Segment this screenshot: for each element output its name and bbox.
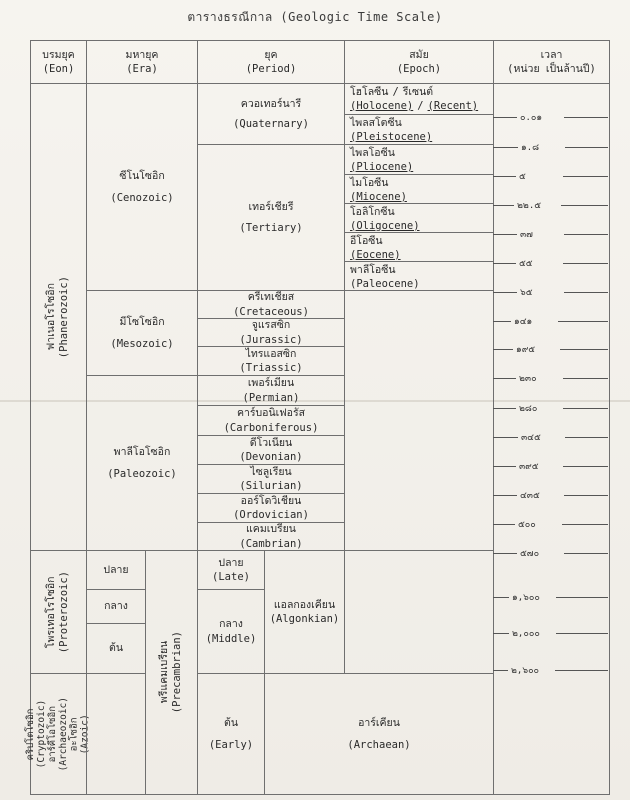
time-tick-line-post xyxy=(555,670,608,671)
period-tertiary-en: (Tertiary) xyxy=(239,221,303,234)
epoch-eocene xyxy=(344,232,494,262)
epoch-holocene-en: (Holocene) xyxy=(350,99,414,112)
time-tick-label: ๓๙๕ xyxy=(519,462,539,472)
eon-cryptozoic xyxy=(24,673,91,795)
header-eon-th: บรมยุค xyxy=(42,48,75,61)
epoch-pleistocene xyxy=(344,114,494,145)
epoch-archaean xyxy=(264,673,494,795)
era-precambrian-label xyxy=(158,631,184,713)
time-tick-label: ๕๗๐ xyxy=(520,549,540,559)
time-tick-label: ๒,๖๐๐ xyxy=(511,666,540,676)
time-tick-line-post xyxy=(564,495,608,496)
time-tick-line-pre xyxy=(493,234,517,235)
epoch-eocene-th: อีโอซีน xyxy=(350,235,383,247)
time-tick-label: ๖๕ xyxy=(520,288,533,298)
time-tick-label: ๓๔๕ xyxy=(521,433,541,443)
time-tick-line-post xyxy=(565,437,608,438)
era-mesozoic-en: (Mesozoic) xyxy=(110,338,174,350)
period-permian-th: เพอร์เมียน xyxy=(247,377,295,390)
period-middle-th: กลาง xyxy=(219,618,243,631)
era-paleozoic-th: พาลีโอโซอิก xyxy=(113,445,171,458)
time-column xyxy=(493,83,610,795)
holocene-recent-row xyxy=(350,86,433,100)
period-silurian-en: (Silurian) xyxy=(239,480,303,492)
era-cenozoic xyxy=(86,83,198,291)
period-early xyxy=(197,673,265,795)
time-tick-line-post xyxy=(563,263,608,264)
era-precambrian-en: (Precambrian) xyxy=(171,631,184,714)
header-era xyxy=(86,40,198,84)
time-tick-line-pre xyxy=(493,553,517,554)
epoch-miocene-en: (Miocene) xyxy=(350,190,407,203)
header-time-th: เวลา xyxy=(540,48,563,61)
time-tick-line-pre xyxy=(493,524,515,525)
period-cretaceous-en: (Cretaceous) xyxy=(233,305,309,318)
time-tick-line-pre xyxy=(493,437,518,438)
time-tick-label: ๐.๐๑ xyxy=(520,113,543,123)
time-tick-line-pre xyxy=(493,176,516,177)
eon-archaeozoic-th: อาร์คีโอโซอิก xyxy=(46,705,58,763)
period-jurassic-th: จูแรสซิก xyxy=(251,319,291,332)
header-epoch-en: (Epoch) xyxy=(396,63,442,75)
epoch-pleistocene-th: ไพลสโตซีน xyxy=(350,117,402,129)
period-jurassic-en: (Jurassic) xyxy=(239,333,303,346)
time-tick-label: ๒๓๐ xyxy=(519,374,537,384)
eon-proterozoic-en: (Proterozoic) xyxy=(58,570,71,654)
header-time xyxy=(493,40,610,84)
epoch-blank-proterozoic xyxy=(344,550,494,674)
epoch-blank-mesopaleo xyxy=(344,290,494,551)
period-permian-en: (Permian) xyxy=(242,391,300,404)
header-epoch xyxy=(344,40,494,84)
period-permian xyxy=(197,375,345,406)
header-epoch-th: สมัย xyxy=(409,48,429,61)
period-ordovician-en: (Ordovician) xyxy=(233,509,309,521)
time-tick-line-pre xyxy=(493,495,517,496)
page-title: ตารางธรณีกาล (Geologic Time Scale) xyxy=(187,10,443,24)
header-eon-en: (Eon) xyxy=(42,63,75,75)
epoch-algonkian xyxy=(264,550,345,674)
epoch-pliocene-en: (Pliocene) xyxy=(350,160,414,173)
era-cenozoic-th: ซีโนโซอิก xyxy=(119,169,165,182)
time-tick-line-pre xyxy=(493,408,516,409)
header-time-en: (หน่วย เป็นล้านปี) xyxy=(507,63,596,75)
eon-archaeozoic-en: (Archaeozoic) xyxy=(57,696,69,772)
time-tick-line-post xyxy=(565,147,608,148)
time-tick-line-pre xyxy=(493,378,516,379)
era-mesozoic-th: มีโซโซอิก xyxy=(119,315,165,328)
time-tick-line-pre xyxy=(493,349,513,350)
eon-cryptozoic-th: คริปโตโซอิก xyxy=(24,708,36,760)
period-early-en: (Early) xyxy=(208,739,254,751)
period-late xyxy=(197,550,265,590)
period-silurian xyxy=(197,464,345,494)
epoch-eocene-en: (Eocene) xyxy=(350,248,401,261)
epoch-paleocene-en: (Paleocene) xyxy=(350,277,420,290)
time-tick-label: ๔๓๕ xyxy=(520,491,540,501)
eon-proterozoic-th: โพรเทอโรโซอิก xyxy=(45,576,58,648)
time-tick-line-post xyxy=(564,234,608,235)
time-tick-line-post xyxy=(556,597,608,598)
time-tick-line-post xyxy=(564,292,608,293)
time-tick-label: ๑๙๕ xyxy=(516,345,536,355)
epoch-pleistocene-en: (Pleistocene) xyxy=(350,130,433,143)
period-cambrian xyxy=(197,522,345,551)
proterozoic-early xyxy=(86,623,146,674)
epoch-oligocene xyxy=(344,203,494,233)
time-tick-line-post xyxy=(561,205,608,206)
epoch-oligocene-en: (Oligocene) xyxy=(350,219,420,232)
period-cambrian-en: (Cambrian) xyxy=(239,537,303,550)
epoch-oligocene-th: โอลิโกซีน xyxy=(350,206,395,218)
period-carboniferous xyxy=(197,405,345,436)
period-devonian-th: ดีโวเนียน xyxy=(249,436,293,449)
time-tick-line-post xyxy=(563,466,608,467)
time-tick-line-pre xyxy=(493,633,509,634)
epoch-algonkian-th: แอลกองเคียน xyxy=(273,598,336,611)
eon-cryptozoic-en: (Cryptozoic) xyxy=(35,699,47,769)
era-precambrian xyxy=(145,550,198,795)
epoch-archaean-th: อาร์เคียน xyxy=(358,716,400,729)
time-tick-label: ๒๘๐ xyxy=(519,404,538,414)
header-period-th: ยุค xyxy=(264,48,278,61)
epoch-archaean-en: (Archaean) xyxy=(347,739,411,751)
epoch-pliocene xyxy=(344,144,494,175)
period-quaternary xyxy=(197,83,345,145)
era-cenozoic-en: (Cenozoic) xyxy=(110,192,174,204)
time-tick-label: ๕ xyxy=(519,172,526,182)
period-cambrian-th: แคมเบรียน xyxy=(246,523,296,536)
period-ordovician xyxy=(197,493,345,523)
epoch-algonkian-en: (Algonkian) xyxy=(269,613,340,625)
header-period-en: (Period) xyxy=(245,63,297,75)
header-eon xyxy=(30,40,87,84)
time-tick-line-pre xyxy=(493,670,508,671)
time-tick-line-post xyxy=(556,633,608,634)
eon-phanerozoic xyxy=(30,83,87,551)
time-tick-line-pre xyxy=(493,263,516,264)
time-tick-line-post xyxy=(558,321,608,322)
time-tick-line-post xyxy=(563,378,608,379)
time-tick-label: ๕๐๐ xyxy=(518,520,536,530)
period-carboniferous-th: คาร์บอนิเฟอรัส xyxy=(236,407,306,420)
period-silurian-th: ไซลูเรียน xyxy=(250,465,292,478)
eon-azoic-th: อะโซอิก xyxy=(68,717,80,751)
epoch-pliocene-th: ไพลโอซีน xyxy=(350,147,395,159)
holocene-recent-row-en xyxy=(350,100,478,114)
eon-phanerozoic-th: ฟาเนอโรโซอิก xyxy=(45,283,58,351)
period-quaternary-th: ควอเทอร์นารี xyxy=(240,97,302,110)
proterozoic-middle-label: กลาง xyxy=(104,600,128,613)
time-tick-label: ๒๒.๕ xyxy=(517,201,542,211)
period-triassic-en: (Triassic) xyxy=(239,362,303,374)
proterozoic-middle xyxy=(86,589,146,624)
period-devonian xyxy=(197,435,345,465)
time-tick-label: ๕๕ xyxy=(519,259,533,269)
era-paleozoic-en: (Paleozoic) xyxy=(107,468,177,480)
period-middle-en: (Middle) xyxy=(205,632,257,645)
period-tertiary-th: เทอร์เชียรี xyxy=(248,201,294,214)
epoch-holocene xyxy=(344,83,494,115)
header-period xyxy=(197,40,345,84)
time-tick-label: ๑,๖๐๐ xyxy=(512,593,540,603)
time-tick-label: ๑.๘ xyxy=(521,143,540,153)
epoch-separator-en: / xyxy=(417,99,424,112)
eon-phanerozoic-en: (Phanerozoic) xyxy=(58,275,71,359)
proterozoic-late-label: ปลาย xyxy=(103,563,129,576)
period-middle xyxy=(197,589,265,674)
period-cretaceous xyxy=(197,290,345,319)
time-tick-line-post xyxy=(563,408,608,409)
blank-cryptozoic-era xyxy=(86,673,146,795)
time-tick-line-post xyxy=(564,553,608,554)
time-tick-label: ๑๔๑ xyxy=(514,317,533,327)
epoch-miocene xyxy=(344,174,494,204)
eon-azoic-en: (Azoic) xyxy=(79,713,91,755)
proterozoic-early-label: ต้น xyxy=(109,642,123,655)
time-tick-label: ๒,๐๐๐ xyxy=(512,629,540,639)
proterozoic-late xyxy=(86,550,146,590)
time-tick-line-pre xyxy=(493,466,516,467)
header-era-en: (Era) xyxy=(126,63,158,75)
period-late-th: ปลาย xyxy=(218,556,244,569)
header-era-th: มหายุค xyxy=(125,48,159,61)
eon-phanerozoic-label xyxy=(45,276,71,358)
period-jurassic xyxy=(197,318,345,347)
time-tick-line-post xyxy=(563,176,608,177)
period-devonian-en: (Devonian) xyxy=(239,451,303,463)
era-mesozoic xyxy=(86,290,198,376)
time-tick-line-post xyxy=(560,349,608,350)
eon-proterozoic-label xyxy=(45,571,71,653)
epoch-recent-th: รีเซนต์ xyxy=(402,86,434,98)
time-tick-line-pre xyxy=(493,292,517,293)
time-tick-line-pre xyxy=(493,321,511,322)
epoch-separator: / xyxy=(392,86,399,98)
eon-cryptozoic-label xyxy=(26,697,92,771)
time-tick-line-pre xyxy=(493,597,509,598)
era-precambrian-th: พรีแคมเบรียน xyxy=(158,641,171,704)
epoch-paleocene xyxy=(344,261,494,291)
era-paleozoic xyxy=(86,375,198,551)
period-late-en: (Late) xyxy=(212,571,250,583)
time-tick-line-pre xyxy=(493,117,517,118)
epoch-recent-en: (Recent) xyxy=(427,99,479,112)
epoch-miocene-th: ไมโอซีน xyxy=(350,177,389,189)
period-carboniferous-en: (Carboniferous) xyxy=(223,421,319,434)
period-triassic xyxy=(197,346,345,376)
epoch-holocene-th: โฮโลซีน xyxy=(350,86,389,98)
period-triassic-th: ไทรแอสซิก xyxy=(245,347,297,360)
period-quaternary-en: (Quaternary) xyxy=(233,118,309,130)
time-tick-line-post xyxy=(564,117,608,118)
time-tick-label: ๓๗ xyxy=(520,230,533,240)
eon-proterozoic xyxy=(30,550,87,674)
time-tick-line-post xyxy=(562,524,608,525)
time-tick-line-pre xyxy=(493,205,514,206)
period-cretaceous-th: ครีเทเชียส xyxy=(247,291,295,304)
period-ordovician-th: ออร์โดวิเชียน xyxy=(240,494,302,507)
period-tertiary xyxy=(197,144,345,291)
time-tick-line-pre xyxy=(493,147,518,148)
period-early-th: ต้น xyxy=(224,716,238,729)
epoch-paleocene-th: พาลีโอซีน xyxy=(350,264,396,276)
